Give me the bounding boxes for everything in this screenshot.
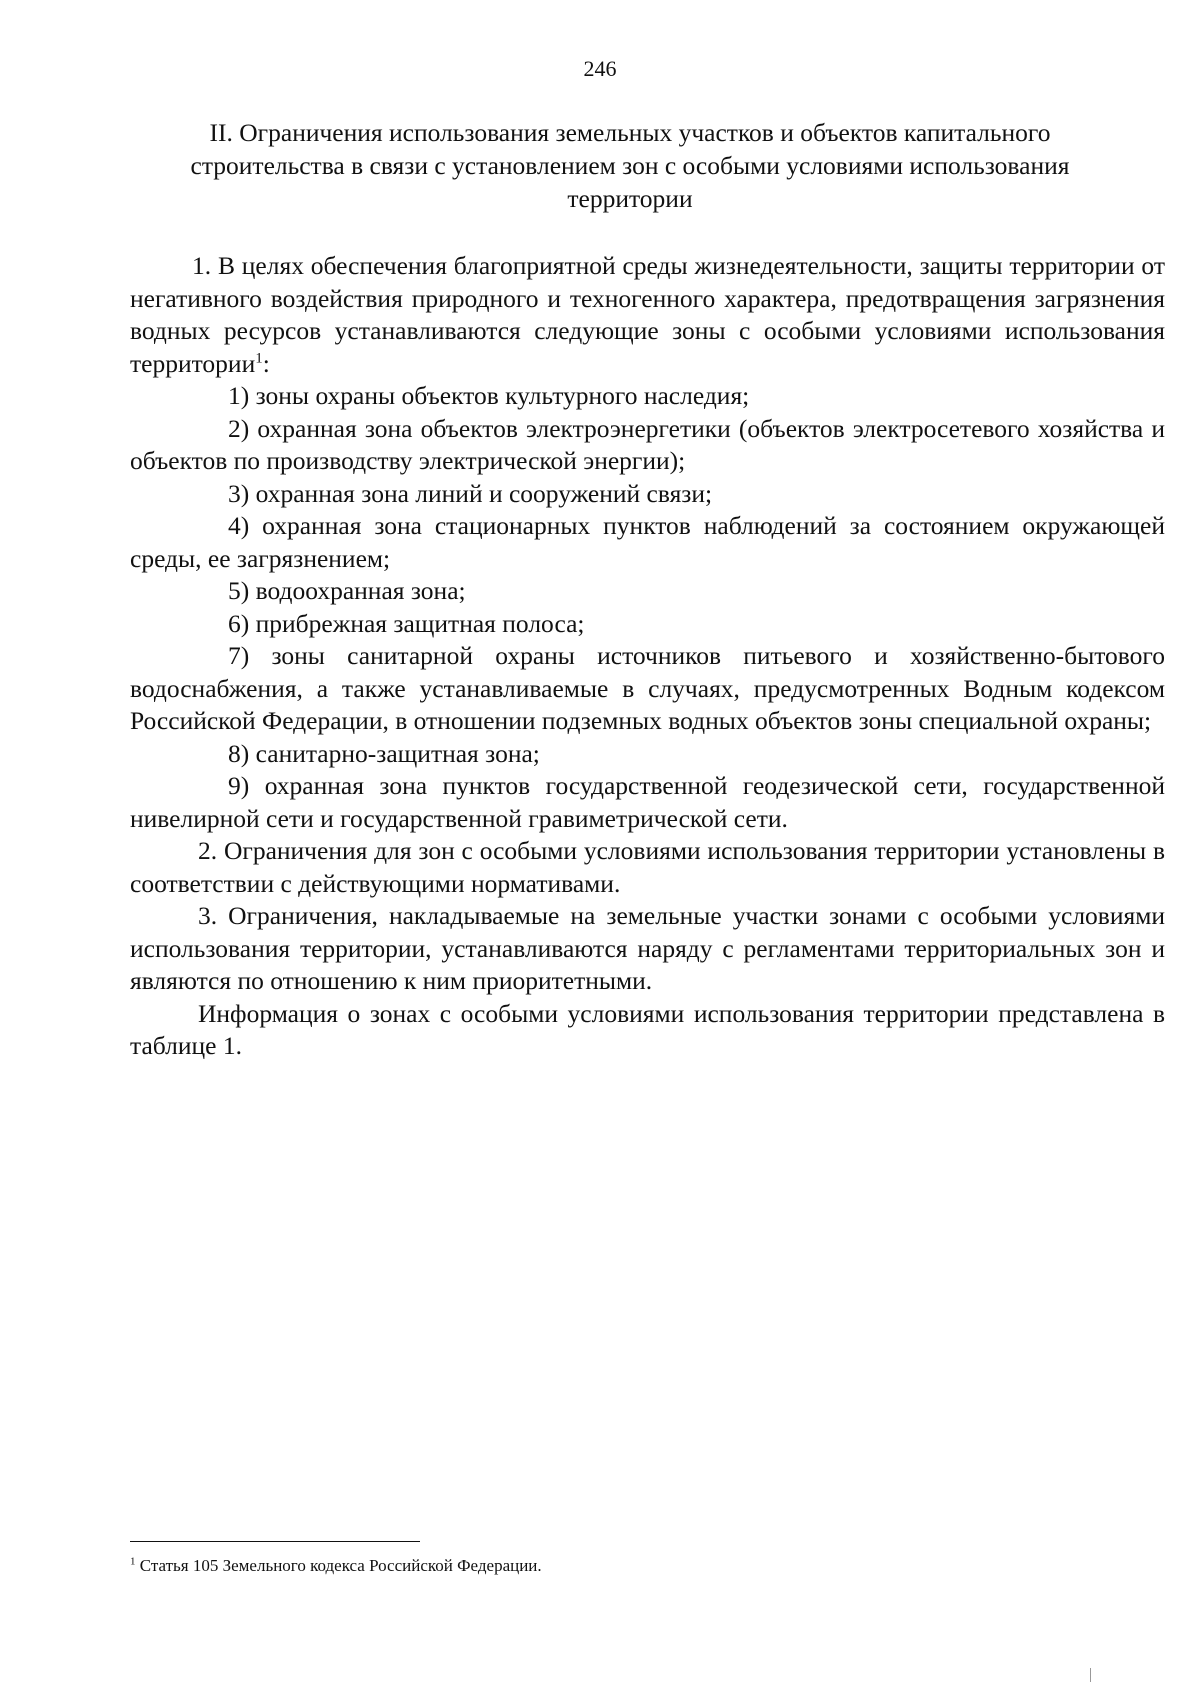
zone-item-9: 9) охранная зона пунктов государственной геодезической сети, государственной нивелирной сети и государственной гравиметрической сети.	[130, 771, 1165, 833]
paragraph-1-tail: :	[262, 348, 270, 378]
body-text	[130, 250, 1165, 1063]
section-title: II. Ограничения использования земельных участков и объектов капитального строительства в связи с установлением зон с особыми условиями использования территории	[190, 118, 1070, 213]
zone-item-7: 7) зоны санитарной охраны источников питьевого и хозяйственно-бытового водоснабжения, а также устанавливаемые в случаях, предусмотренных Водным кодексом Российской Федерации, в отношении подземных водных объектов зоны специальной охраны;	[130, 641, 1165, 735]
zone-item-2: 2) охранная зона объектов электроэнергетики (объектов электросетевого хозяйства и объектов по производству электрической энергии);	[130, 413, 1165, 475]
zone-item-1: 1) зоны охраны объектов культурного наследия;	[228, 381, 750, 410]
paragraph-1	[130, 250, 1165, 380]
paragraph-3: 3. Ограничения, накладываемые на земельные участки зонами с особыми условиями использования территории, устанавливаются наряду с регламентами территориальных зон и являются по отношению к ним приоритетными.	[130, 901, 1165, 995]
scan-mark	[1090, 1668, 1091, 1682]
zone-item-3: 3) охранная зона линий и сооружений связи;	[228, 478, 713, 508]
footnote	[130, 1555, 1030, 1577]
paragraph-2: 2. Ограничения для зон с особыми условиями использования территории установлены в соответствии с действующими нормативами.	[130, 836, 1165, 898]
footnote-rule	[130, 1541, 420, 1542]
footnote-text: Статья 105 Земельного кодекса Российской Федерации.	[139, 1556, 542, 1575]
zone-item-4: 4) охранная зона стационарных пунктов наблюдений за состоянием окружающей среды, ее загрязнением;	[130, 511, 1165, 573]
zone-item-6: 6) прибрежная защитная полоса;	[228, 608, 585, 638]
footnote-marker: 1	[130, 1555, 136, 1568]
page-number: 246	[583, 56, 617, 81]
paragraph-1-text: 1. В целях обеспечения благоприятной среды жизнедеятельности, защиты территории от негативного воздействия природного и техногенного характера, предотвращения загрязнения водных ресурсов устанавливаются следующие зоны с особыми условиями использования территории	[130, 251, 1165, 378]
zone-item-5: 5) водоохранная зона;	[228, 576, 466, 605]
zone-item-8: 8) санитарно-защитная зона;	[228, 738, 540, 768]
paragraph-4: Информация о зонах с особыми условиями использования территории представлена в таблице 1.	[130, 998, 1165, 1060]
footnote-ref[interactable]: 1	[255, 350, 263, 366]
